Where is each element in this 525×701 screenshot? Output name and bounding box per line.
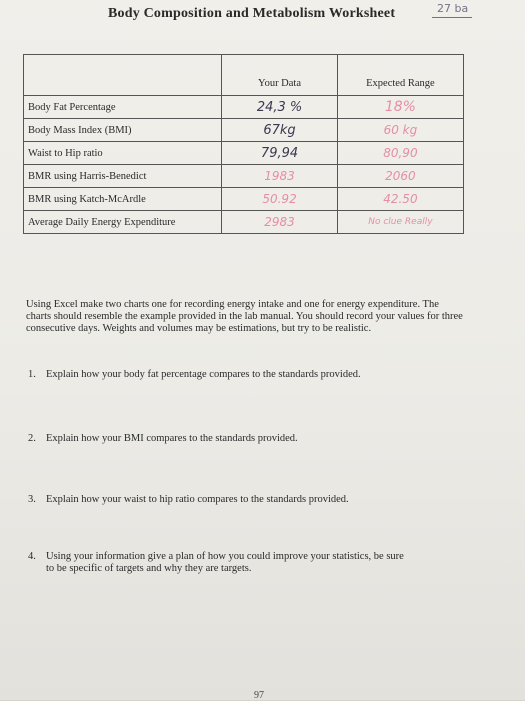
question-text-continued: to be specific of targets and why they are targets.	[46, 563, 252, 574]
row-label: Average Daily Energy Expenditure	[24, 211, 222, 234]
your-value: 50.92	[222, 188, 338, 211]
question-text: Explain how your waist to hip ratio compares to the standards provided.	[46, 494, 349, 505]
table-header-row	[24, 55, 464, 96]
question-number: 4.	[28, 551, 36, 562]
instructions-paragraph: Using Excel make two charts one for recording energy intake and one for energy expenditure. The charts should resemble the example provided in the lab manual. You should record your values for three consecutive days. Weights and volumes may be estimations, but try to be realistic.	[26, 299, 463, 334]
page-title: Body Composition and Metabolism Worksheet	[108, 6, 396, 21]
expected-value: 2060	[337, 165, 463, 188]
row-label: Body Fat Percentage	[24, 96, 222, 119]
row-label: Body Mass Index (BMI)	[24, 119, 222, 142]
your-value: 24,3 %	[222, 96, 338, 119]
row-label: Waist to Hip ratio	[24, 142, 222, 165]
question-3	[28, 494, 498, 506]
row-label: BMR using Harris-Benedict	[24, 165, 222, 188]
question-2	[28, 433, 498, 445]
question-number: 3.	[28, 494, 36, 505]
page-number: 97	[254, 690, 264, 701]
question-number: 2.	[28, 433, 36, 444]
table-row	[24, 119, 464, 142]
question-text: Using your information give a plan of how you could improve your statistics, be sure	[46, 551, 404, 562]
handwritten-corner-note: 27 ba	[437, 2, 469, 15]
question-4	[28, 551, 498, 575]
header-expected-range: Expected Range	[337, 55, 463, 96]
question-text: Explain how your body fat percentage compares to the standards provided.	[46, 369, 361, 380]
header-your-data: Your Data	[222, 55, 338, 96]
your-value: 79,94	[222, 142, 338, 165]
question-text: Explain how your BMI compares to the standards provided.	[46, 433, 298, 444]
question-1	[28, 369, 498, 381]
corner-underline	[432, 17, 472, 18]
expected-value: 18%	[337, 96, 463, 119]
table-row	[24, 211, 464, 234]
row-label: BMR using Katch-McArdle	[24, 188, 222, 211]
expected-value: 60 kg	[337, 119, 463, 142]
table-row	[24, 142, 464, 165]
question-number: 1.	[28, 369, 36, 380]
your-value: 1983	[222, 165, 338, 188]
expected-value: No clue Really	[337, 211, 463, 234]
table-row	[24, 188, 464, 211]
your-value: 2983	[222, 211, 338, 234]
table-row	[24, 96, 464, 119]
your-value: 67kg	[222, 119, 338, 142]
data-table	[23, 54, 464, 234]
header-empty-cell	[24, 55, 222, 96]
table-row	[24, 165, 464, 188]
expected-value: 80,90	[337, 142, 463, 165]
expected-value: 42.50	[337, 188, 463, 211]
